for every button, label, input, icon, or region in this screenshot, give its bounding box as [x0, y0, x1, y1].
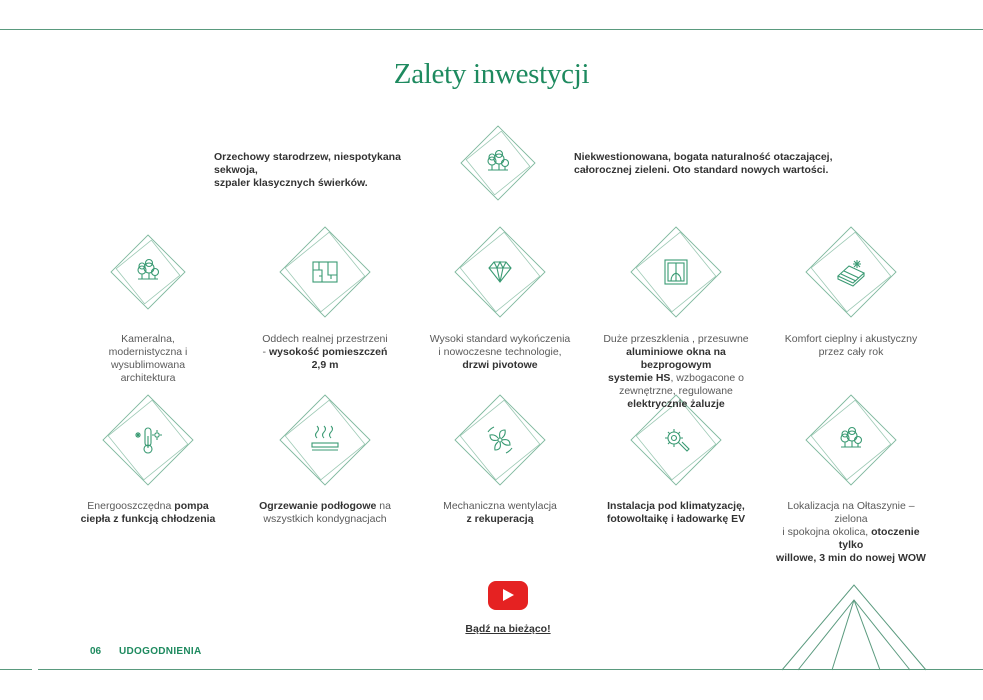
thermometer-icon — [135, 428, 162, 453]
feature-text — [245, 333, 405, 372]
feature-diamond — [452, 224, 548, 320]
feature-text — [68, 333, 228, 385]
text-line — [771, 526, 931, 552]
feature-diamond — [628, 224, 724, 320]
text-line — [420, 359, 580, 372]
text: , wzbogacone o — [670, 372, 744, 384]
bold-text: Instalacja pod klimatyzację, — [607, 500, 745, 512]
page-title: Zalety inwestycji — [393, 58, 590, 90]
feature-diamond — [277, 392, 373, 488]
text: Kameralna, — [121, 333, 175, 345]
bold-text: elektrycznie żaluzje — [627, 398, 725, 410]
bold-text: systemie HS — [607, 372, 671, 384]
text-line — [771, 333, 931, 346]
text-line — [596, 398, 756, 411]
feature-text — [596, 500, 756, 526]
floor-plan-icon — [313, 262, 337, 282]
feature-diamond — [108, 232, 188, 312]
text: Duże przeszklenia , przesuwne — [603, 333, 749, 345]
text-line — [68, 372, 228, 385]
feature-diamond — [458, 123, 538, 203]
tent-decoration — [770, 580, 935, 675]
text-line — [68, 500, 228, 513]
text: i spokojna okolica, — [782, 526, 872, 538]
text: modernistyczna i — [108, 346, 188, 358]
text: Lokalizacja na Ołtaszynie – zielona — [787, 500, 915, 525]
text-line — [596, 385, 756, 398]
text: - — [262, 346, 269, 358]
text: architektura — [120, 372, 176, 384]
feature-diamond — [277, 224, 373, 320]
intro-text-left — [214, 151, 444, 190]
floor-heating-icon — [312, 426, 338, 450]
bold-text: otoczenie tylko — [838, 526, 920, 551]
text: wysublimowana — [110, 359, 186, 371]
text-line — [420, 513, 580, 526]
trees-icon — [841, 428, 862, 448]
text-line — [771, 552, 931, 565]
insulation-icon — [838, 260, 864, 286]
text-line — [214, 177, 444, 190]
text: Oddech realnej przestrzeni — [262, 333, 388, 345]
top-rule — [0, 29, 983, 30]
text: i nowoczesne technologie, — [438, 346, 562, 358]
text-line — [596, 346, 756, 372]
feature-text — [596, 333, 756, 411]
bold-text: willowe, 3 min do nowej WOW — [776, 552, 926, 564]
feature-diamond — [803, 224, 899, 320]
bold-text: Orzechowy starodrzew, niespotykana sekwoja, — [214, 151, 401, 176]
text-line — [596, 513, 756, 526]
youtube-play-icon[interactable] — [488, 581, 528, 610]
bold-text: fotowoltaikę i ładowarkę EV — [606, 513, 746, 525]
text-line — [68, 346, 228, 359]
text-line — [596, 372, 756, 385]
feature-text — [771, 500, 931, 565]
text: Komfort cieplny i akustyczny — [784, 333, 918, 345]
feature-diamond — [452, 392, 548, 488]
bold-text: Niekwestionowana, bogata naturalność otaczającej, — [574, 151, 833, 163]
bold-text: z rekuperacją — [466, 513, 534, 525]
text-line — [420, 346, 580, 359]
text: Energooszczędna — [87, 500, 175, 512]
ventilation-fan-icon — [488, 427, 512, 453]
page-number: 06 — [90, 646, 102, 657]
feature-text — [420, 500, 580, 526]
intro-text-right — [574, 151, 834, 177]
text: wszystkich kondygnacjach — [263, 513, 387, 525]
gear-wrench-icon — [665, 429, 689, 451]
text-line — [420, 500, 580, 513]
text-line — [68, 359, 228, 372]
text-line — [771, 346, 931, 359]
bold-text: całorocznej zieleni. Oto standard nowych wartości. — [574, 164, 829, 176]
bold-text: 2,9 m — [311, 359, 339, 371]
bold-text: wysokość pomieszczeń — [268, 346, 388, 358]
diamond-icon — [489, 262, 511, 282]
text: Wysoki standard wykończenia — [429, 333, 571, 345]
bold-text: ciepła z funkcją chłodzenia — [80, 513, 216, 525]
trees-icon — [138, 260, 159, 280]
text-line — [596, 333, 756, 346]
text-line — [245, 359, 405, 372]
text: zewnętrzne, regulowane — [619, 385, 733, 397]
feature-text — [420, 333, 580, 372]
text-line — [245, 513, 405, 526]
bold-text: szpaler klasycznych świerków. — [214, 177, 368, 189]
text-line — [68, 513, 228, 526]
bold-text: Ogrzewanie podłogowe — [259, 500, 377, 512]
text-line — [245, 500, 405, 513]
text: Mechaniczna wentylacja — [443, 500, 557, 512]
text-line — [420, 333, 580, 346]
feature-text — [771, 333, 931, 359]
text-line — [245, 333, 405, 346]
feature-diamond — [100, 392, 196, 488]
section-title: UDOGODNIENIA — [119, 646, 202, 657]
feature-text — [68, 500, 228, 526]
bold-text: aluminiowe okna na bezprogowym — [626, 346, 726, 371]
youtube-link[interactable]: Bądź na bieżąco! — [465, 623, 551, 635]
bottom-rule-left — [0, 669, 32, 670]
text: przez cały rok — [818, 346, 884, 358]
trees-icon — [488, 151, 509, 171]
text-line — [574, 151, 834, 164]
bold-text: drzwi pivotowe — [462, 359, 538, 371]
text-line — [214, 151, 444, 177]
text-line — [596, 500, 756, 513]
text-line — [68, 333, 228, 346]
text-line — [245, 346, 405, 359]
text: na — [376, 500, 391, 512]
feature-text — [245, 500, 405, 526]
text-line — [771, 500, 931, 526]
feature-diamond — [803, 392, 899, 488]
window-icon — [665, 260, 687, 284]
text-line — [574, 164, 834, 177]
bold-text: pompa — [174, 500, 209, 512]
